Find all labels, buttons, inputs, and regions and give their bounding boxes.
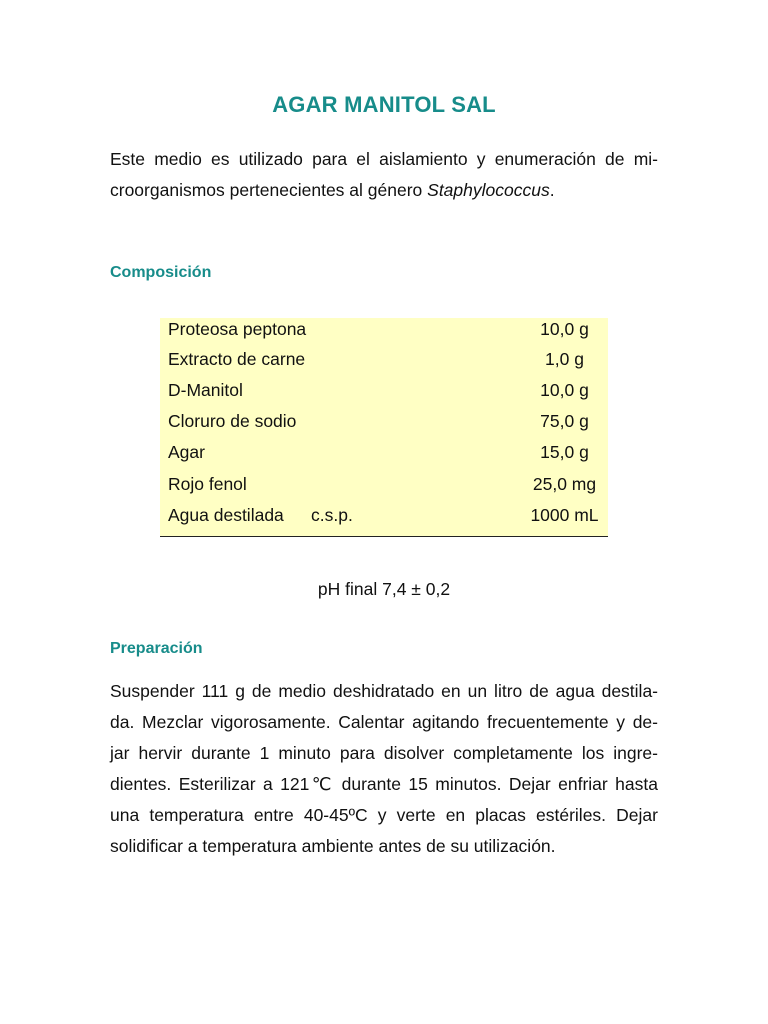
ingredient-name: Cloruro de sodio — [168, 411, 297, 431]
composition-row — [160, 410, 608, 441]
ingredient-amount: 75,0 g — [540, 411, 589, 431]
preparation-heading: Preparación — [110, 640, 203, 657]
ingredient-amount: 15,0 g — [540, 442, 589, 462]
ingredient-amount: 10,0 g — [540, 319, 589, 339]
ingredient-amount: 1,0 g — [545, 349, 584, 369]
intro-text: croorganismos pertenecientes al género — [110, 180, 428, 200]
composition-table — [160, 318, 608, 537]
composition-row — [160, 348, 608, 379]
composition-heading: Composición — [110, 264, 212, 281]
preparation-line: Suspender 111 g de medio deshidratado en un litro de agua destila- — [110, 681, 658, 701]
composition-row — [160, 441, 608, 472]
ingredient-name: Agua destilada — [168, 505, 284, 525]
ingredient-qualifier: c.s.p. — [311, 505, 353, 525]
composition-row — [160, 379, 608, 410]
ingredient-name: Rojo fenol — [168, 474, 247, 494]
ingredient-name: Extracto de carne — [168, 349, 306, 369]
preparation-line: jar hervir durante 1 minuto para disolver completamente los ingre- — [110, 743, 658, 763]
ingredient-amount: 25,0 mg — [532, 474, 597, 494]
ph-final: pH final 7,4 ± 0,2 — [317, 579, 451, 599]
document-title: AGAR MANITOL SAL — [272, 92, 496, 117]
preparation-line: da. Mezclar vigorosamente. Calentar agitando frecuentemente y de- — [110, 712, 658, 732]
genus-name: Staphylococcus — [427, 180, 550, 200]
ingredient-name: Agar — [168, 442, 205, 462]
preparation-line: una temperatura entre 40-45ºC y verte en placas estériles. Dejar — [110, 805, 658, 825]
ingredient-amount: 1000 mL — [530, 505, 599, 525]
ingredient-amount: 10,0 g — [540, 380, 589, 400]
composition-row — [160, 473, 608, 504]
preparation-line: dientes. Esterilizar a 121℃ durante 15 minutos. Dejar enfriar hasta — [110, 774, 658, 794]
ingredient-name: D-Manitol — [168, 380, 243, 400]
composition-row — [160, 504, 608, 535]
intro-period: . — [549, 180, 555, 200]
intro-line — [110, 179, 555, 201]
intro-line: Este medio es utilizado para el aislamiento y enumeración de mi- — [110, 149, 658, 169]
preparation-line: solidificar a temperatura ambiente antes de su utilización. — [110, 836, 556, 856]
ingredient-name: Proteosa peptona — [168, 319, 307, 339]
composition-row — [160, 318, 608, 349]
